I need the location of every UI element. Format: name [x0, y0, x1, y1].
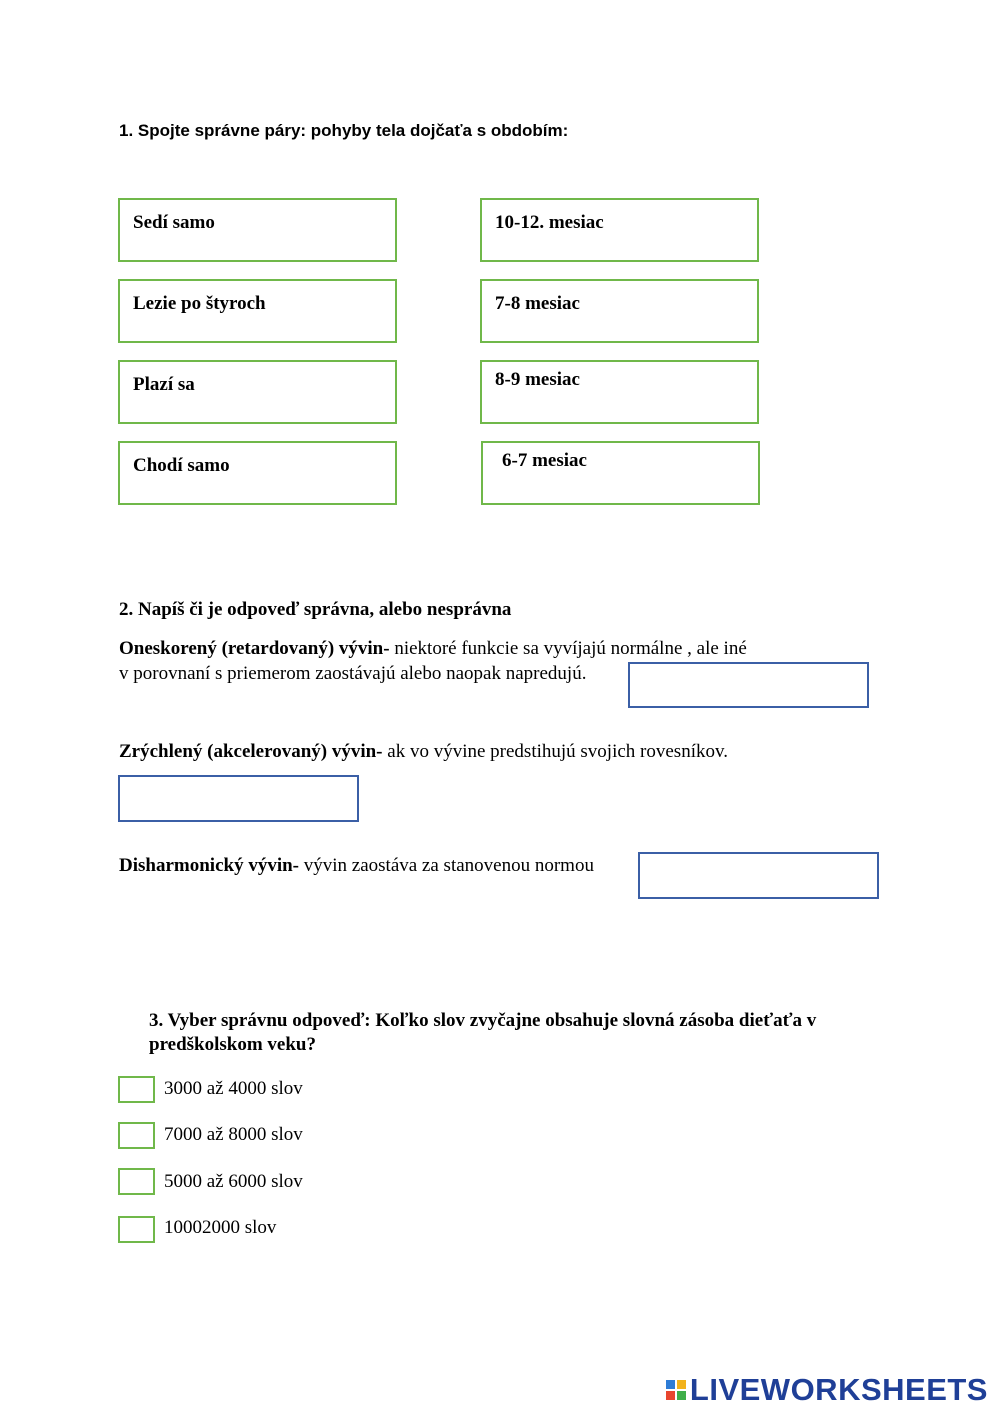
match-right-box[interactable] — [480, 198, 759, 262]
item2-text: ak vo vývine predstihujú svojich rovesníkov. — [382, 741, 728, 762]
item2-paragraph — [119, 739, 879, 764]
section2-title: 2. Napíš či je odpoveď správna, alebo nesprávna — [119, 599, 512, 620]
match-left-label: Sedí samo — [133, 212, 215, 233]
match-right-box[interactable] — [480, 360, 759, 424]
section3-title-line2: predškolskom veku? — [149, 1034, 317, 1055]
match-left-box[interactable] — [118, 198, 397, 262]
option-label: 3000 až 4000 slov — [164, 1078, 303, 1099]
answer-input-1[interactable] — [628, 662, 869, 708]
item3-paragraph — [119, 853, 639, 878]
option-checkbox[interactable] — [118, 1168, 155, 1195]
logo-square — [677, 1380, 686, 1389]
option-label: 5000 až 6000 slov — [164, 1171, 303, 1192]
section1-title: 1. Spojte správne páry: pohyby tela dojčaťa s obdobím: — [119, 121, 569, 140]
match-left-box[interactable] — [118, 441, 397, 505]
item1-text: niektoré funkcie sa vyvíjajú normálne , ale iné — [389, 638, 747, 659]
match-right-box[interactable] — [481, 441, 760, 505]
logo-icon — [666, 1380, 686, 1400]
match-right-label: 10-12. mesiac — [495, 212, 604, 233]
liveworksheets-logo — [666, 1372, 988, 1408]
option-label: 7000 až 8000 slov — [164, 1124, 303, 1145]
item2-term: Zrýchlený (akcelerovaný) vývin- — [119, 741, 383, 762]
logo-square — [677, 1391, 686, 1400]
item1-term: Oneskorený (retardovaný) vývin- — [119, 638, 390, 659]
section3-title — [149, 1009, 909, 1057]
match-left-box[interactable] — [118, 360, 397, 424]
match-left-label: Chodí samo — [133, 455, 230, 476]
item3-term: Disharmonický vývin- — [119, 855, 299, 876]
logo-text: LIVEWORKSHEETS — [689, 1372, 988, 1407]
match-right-box[interactable] — [480, 279, 759, 343]
match-left-label: Lezie po štyroch — [133, 293, 266, 314]
option-checkbox[interactable] — [118, 1216, 155, 1243]
logo-square — [666, 1391, 675, 1400]
answer-input-2[interactable] — [118, 775, 359, 822]
match-right-label: 6-7 mesiac — [502, 450, 587, 471]
match-left-box[interactable] — [118, 279, 397, 343]
item3-text: vývin zaostáva za stanovenou normou — [299, 855, 594, 876]
option-checkbox[interactable] — [118, 1122, 155, 1149]
logo-square — [666, 1380, 675, 1389]
match-right-label: 8-9 mesiac — [495, 369, 580, 390]
item1-text-line2: v porovnaní s priemerom zaostávajú alebo naopak napredujú. — [119, 663, 587, 684]
option-checkbox[interactable] — [118, 1076, 155, 1103]
answer-input-3[interactable] — [638, 852, 879, 899]
match-right-label: 7-8 mesiac — [495, 293, 580, 314]
option-label: 10002000 slov — [164, 1217, 277, 1238]
section3-title-line1: 3. Vyber správnu odpoveď: Koľko slov zvyčajne obsahuje slovná zásoba dieťaťa v — [149, 1010, 817, 1031]
match-left-label: Plazí sa — [133, 374, 195, 395]
